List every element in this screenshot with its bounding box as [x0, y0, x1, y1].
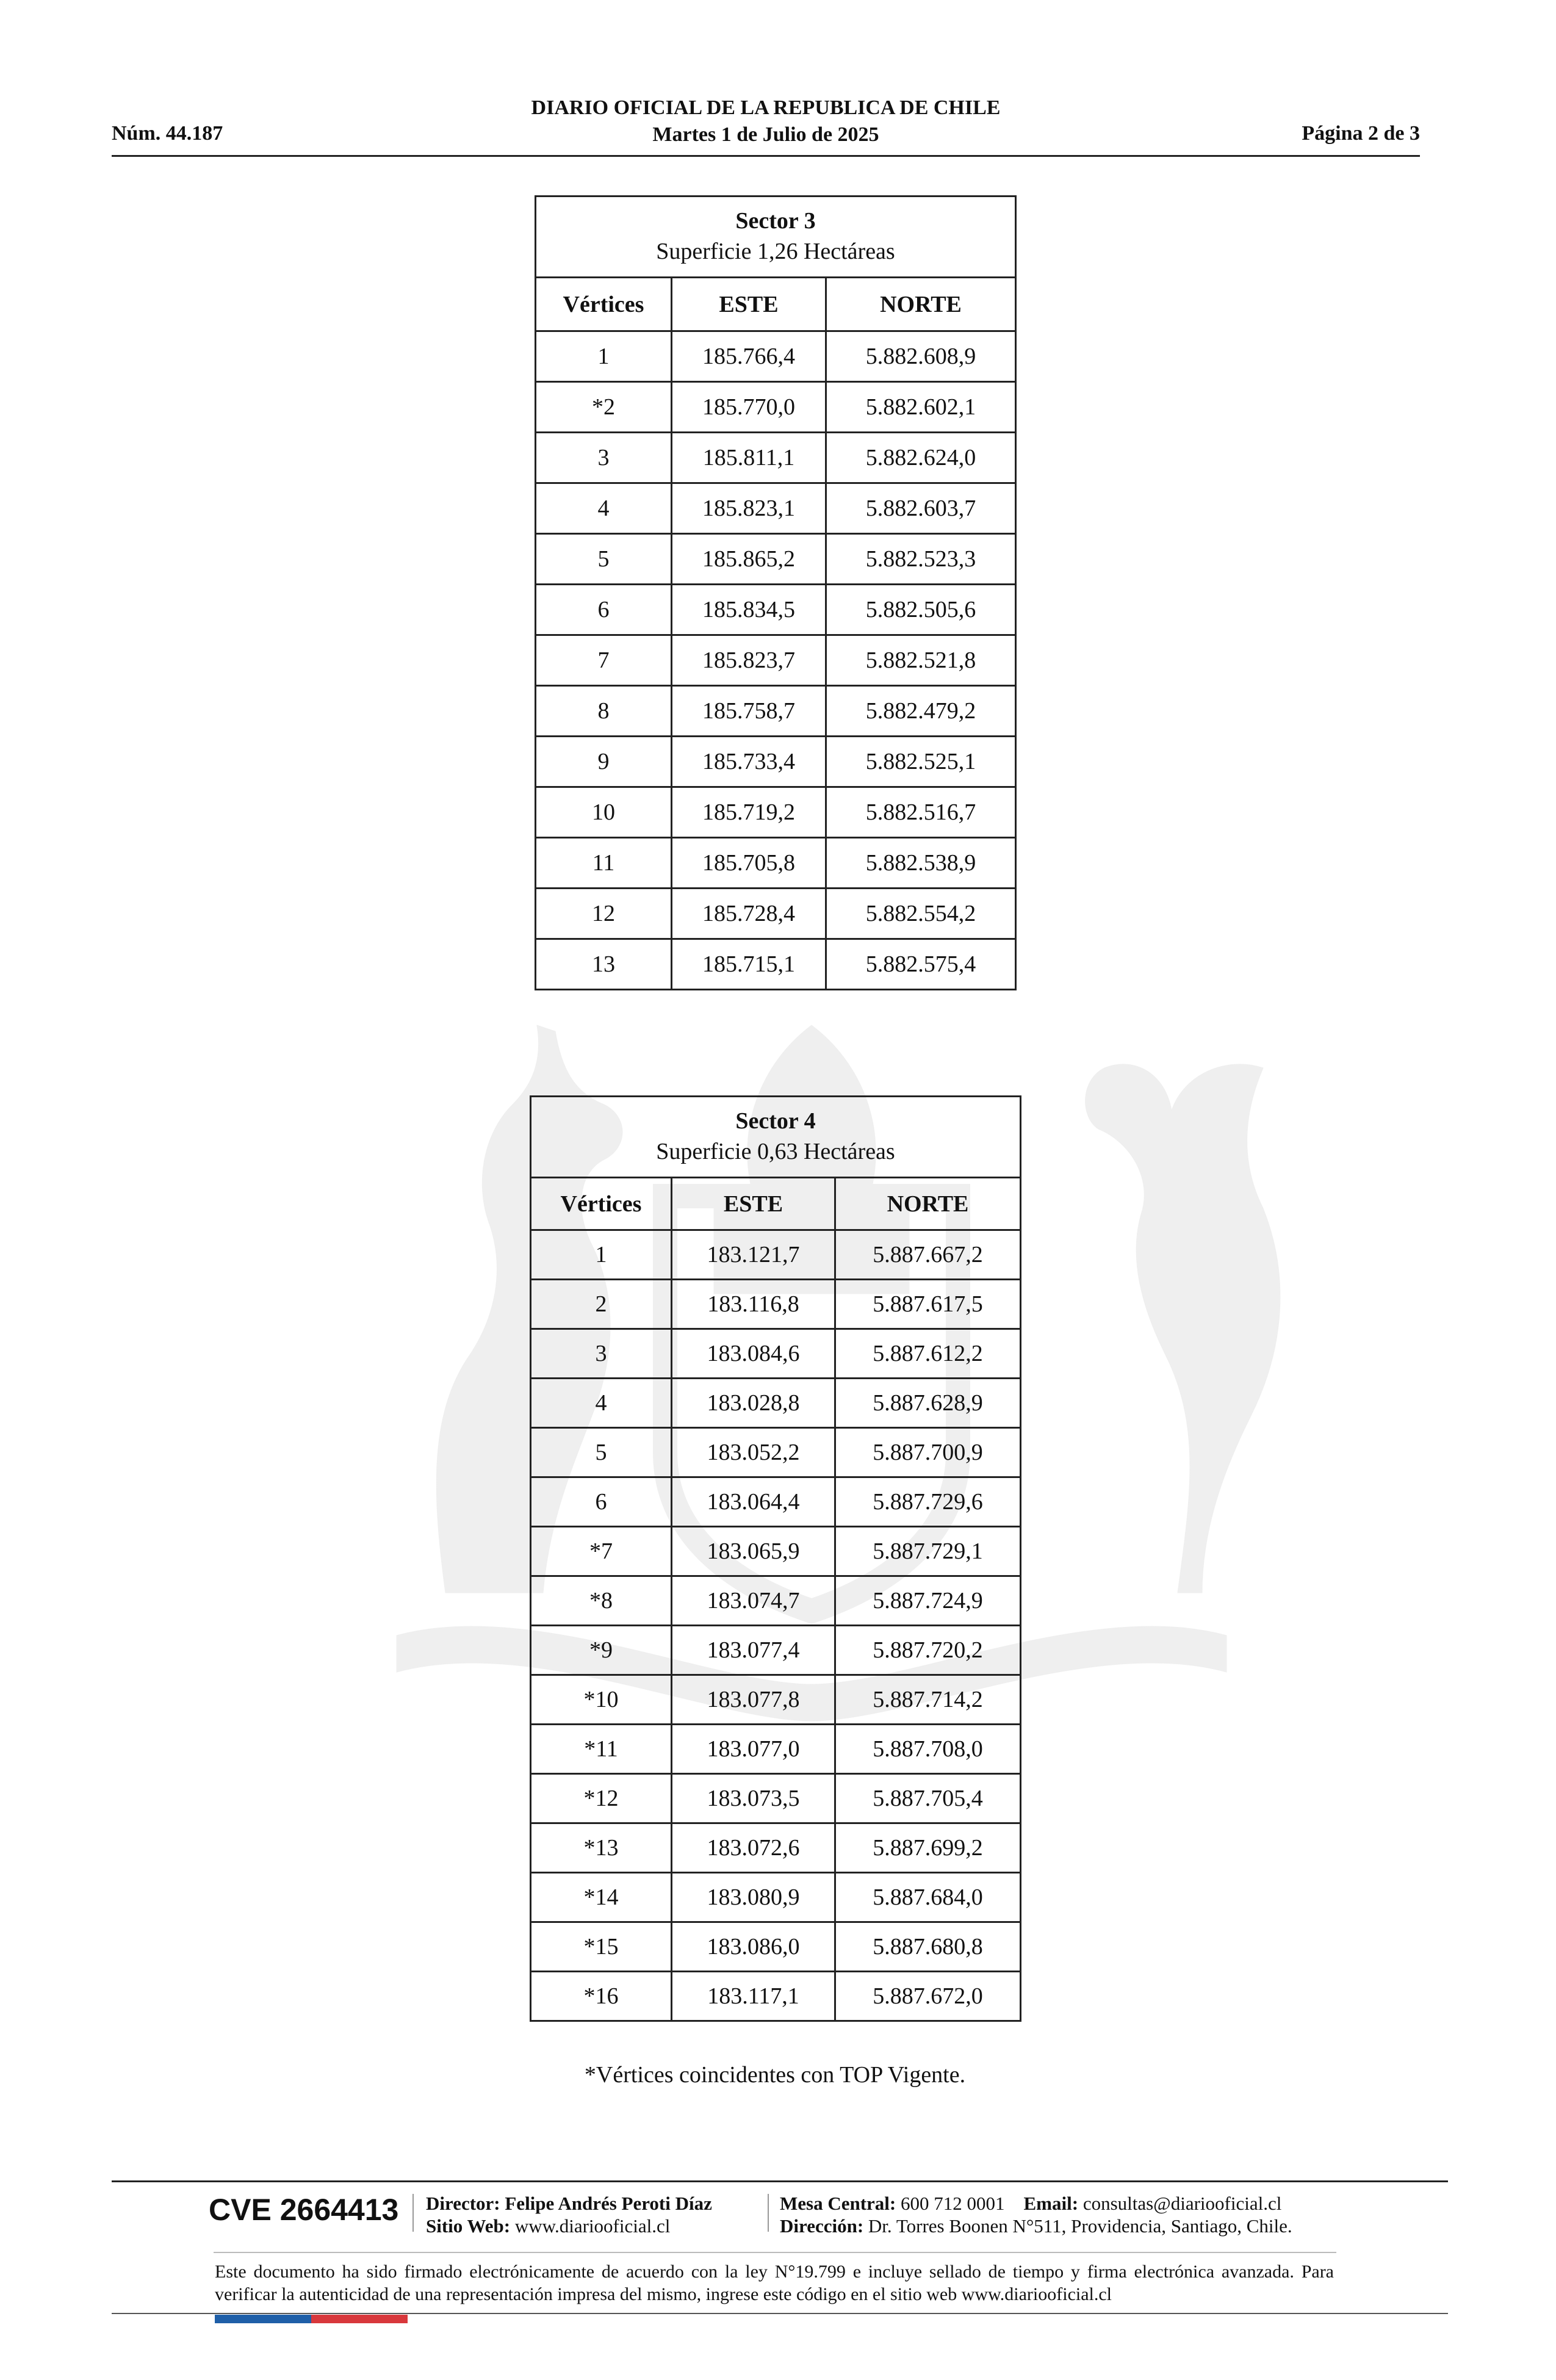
email-link[interactable]: consultas@diariooficial.cl — [1082, 2193, 1282, 2214]
table-row — [536, 737, 1016, 787]
norte-cell: 5.882.554,2 — [826, 889, 1016, 939]
vertex-cell: *11 — [531, 1725, 672, 1774]
table-row — [536, 939, 1016, 990]
este-cell: 183.080,9 — [672, 1873, 835, 1922]
norte-cell: 5.882.602,1 — [826, 382, 1016, 433]
vertex-cell: *14 — [531, 1873, 672, 1922]
vertex-cell: *7 — [531, 1527, 672, 1576]
table-row — [531, 1823, 1021, 1873]
table-row — [536, 838, 1016, 889]
table-row — [531, 1922, 1021, 1972]
vertex-cell: *9 — [531, 1626, 672, 1675]
norte-cell: 5.887.714,2 — [835, 1675, 1021, 1725]
director-label: Director: — [426, 2193, 500, 2214]
este-cell: 185.766,4 — [672, 331, 826, 382]
vertex-cell: *8 — [531, 1576, 672, 1626]
table-row — [531, 1329, 1021, 1379]
table-row — [531, 1725, 1021, 1774]
norte-cell: 5.882.505,6 — [826, 585, 1016, 635]
table-row — [531, 1774, 1021, 1823]
norte-cell: 5.882.624,0 — [826, 433, 1016, 483]
column-header-este: ESTE — [672, 1178, 835, 1230]
table-row — [531, 1972, 1021, 2021]
norte-cell: 5.887.700,9 — [835, 1428, 1021, 1477]
norte-cell: 5.887.612,2 — [835, 1329, 1021, 1379]
table-row — [531, 1477, 1021, 1527]
norte-cell: 5.882.525,1 — [826, 737, 1016, 787]
flag-stripe-red — [311, 2315, 408, 2323]
este-cell: 185.823,7 — [672, 635, 826, 686]
este-cell: 183.064,4 — [672, 1477, 835, 1527]
column-header-norte: NORTE — [835, 1178, 1021, 1230]
sector-title: Sector 3 — [735, 208, 816, 234]
site-link[interactable]: www.diariooficial.cl — [514, 2215, 671, 2237]
column-header-vertices: Vértices — [531, 1178, 672, 1230]
footnote: *Vértices coincidentes con TOP Vigente. — [584, 2062, 966, 2088]
este-cell: 183.073,5 — [672, 1774, 835, 1823]
este-cell: 185.811,1 — [672, 433, 826, 483]
vertex-cell: *12 — [531, 1774, 672, 1823]
norte-cell: 5.887.667,2 — [835, 1230, 1021, 1280]
vertex-cell: *16 — [531, 1972, 672, 2021]
table-row — [536, 433, 1016, 483]
norte-cell: 5.882.575,4 — [826, 939, 1016, 990]
vertex-cell: 6 — [536, 585, 672, 635]
norte-cell: 5.887.699,2 — [835, 1823, 1021, 1873]
vertex-cell: *13 — [531, 1823, 672, 1873]
legal-notice: Este documento ha sido firmado electrónicamente de acuerdo con la ley N°19.799 e incluye sellado de tiempo y firma electrónica avanzada. Para verificar la autenticidad de una representación impresa del mismo, ingrese este código en el sitio web www.diariooficial.cl — [215, 2262, 1334, 2304]
footer-contact-block — [780, 2192, 1292, 2237]
sector-caption — [536, 197, 1016, 278]
vertex-cell: 4 — [536, 483, 672, 534]
masthead-title: DIARIO OFICIAL DE LA REPUBLICA DE CHILE — [531, 96, 1001, 119]
sector-4-table — [530, 1095, 1021, 2022]
flag-stripe-blue — [215, 2315, 311, 2323]
norte-cell: 5.882.516,7 — [826, 787, 1016, 838]
table-row — [531, 1379, 1021, 1428]
table-row — [536, 787, 1016, 838]
vertex-cell: 2 — [531, 1280, 672, 1329]
footer-separator — [768, 2194, 769, 2232]
sector-3-table — [535, 195, 1017, 990]
table-row — [531, 1280, 1021, 1329]
vertex-cell: *15 — [531, 1922, 672, 1972]
table-row — [536, 382, 1016, 433]
norte-cell: 5.882.603,7 — [826, 483, 1016, 534]
este-cell: 183.121,7 — [672, 1230, 835, 1280]
table-row — [531, 1576, 1021, 1626]
este-cell: 185.834,5 — [672, 585, 826, 635]
norte-cell: 5.887.708,0 — [835, 1725, 1021, 1774]
este-cell: 183.086,0 — [672, 1922, 835, 1972]
este-cell: 185.758,7 — [672, 686, 826, 737]
vertex-cell: 12 — [536, 889, 672, 939]
vertex-cell: 6 — [531, 1477, 672, 1527]
este-cell: 183.072,6 — [672, 1823, 835, 1873]
table-row — [536, 889, 1016, 939]
vertex-cell: 9 — [536, 737, 672, 787]
norte-cell: 5.882.479,2 — [826, 686, 1016, 737]
address-label: Dirección: — [780, 2215, 864, 2237]
vertex-cell: *10 — [531, 1675, 672, 1725]
table-row — [531, 1428, 1021, 1477]
norte-cell: 5.887.729,1 — [835, 1527, 1021, 1576]
norte-cell: 5.882.521,8 — [826, 635, 1016, 686]
table-row — [536, 483, 1016, 534]
este-cell: 185.705,8 — [672, 838, 826, 889]
vertex-cell: 5 — [536, 534, 672, 585]
table-row — [536, 585, 1016, 635]
este-cell: 183.077,0 — [672, 1725, 835, 1774]
sector-surface: Superficie 0,63 Hectáreas — [656, 1139, 895, 1164]
site-label: Sitio Web: — [426, 2215, 511, 2237]
phone-number: 600 712 0001 — [901, 2193, 1005, 2214]
norte-cell: 5.887.729,6 — [835, 1477, 1021, 1527]
director-name: Felipe Andrés Peroti Díaz — [505, 2193, 712, 2214]
este-cell: 185.733,4 — [672, 737, 826, 787]
table-row — [531, 1626, 1021, 1675]
table-row — [536, 331, 1016, 382]
este-cell: 183.052,2 — [672, 1428, 835, 1477]
vertex-cell: 11 — [536, 838, 672, 889]
sector-title: Sector 4 — [735, 1108, 816, 1134]
vertex-cell: *2 — [536, 382, 672, 433]
cve-code: CVE 2664413 — [209, 2193, 399, 2227]
este-cell: 183.077,4 — [672, 1626, 835, 1675]
norte-cell: 5.882.608,9 — [826, 331, 1016, 382]
norte-cell: 5.882.538,9 — [826, 838, 1016, 889]
sector-caption — [531, 1097, 1021, 1178]
table-row — [531, 1527, 1021, 1576]
este-cell: 185.715,1 — [672, 939, 826, 990]
vertex-cell: 13 — [536, 939, 672, 990]
vertex-cell: 1 — [536, 331, 672, 382]
table-row — [531, 1873, 1021, 1922]
vertex-cell: 3 — [536, 433, 672, 483]
table-row — [536, 686, 1016, 737]
address: Dr. Torres Boonen N°511, Providencia, Santiago, Chile. — [868, 2215, 1292, 2237]
norte-cell: 5.887.724,9 — [835, 1576, 1021, 1626]
vertex-cell: 8 — [536, 686, 672, 737]
phone-label: Mesa Central: — [780, 2193, 896, 2214]
email-label: Email: — [1023, 2193, 1079, 2214]
header-divider — [112, 155, 1420, 157]
este-cell: 183.028,8 — [672, 1379, 835, 1428]
page-indicator: Página 2 de 3 — [1302, 122, 1420, 145]
este-cell: 185.728,4 — [672, 889, 826, 939]
sector-surface: Superficie 1,26 Hectáreas — [656, 239, 895, 264]
norte-cell: 5.887.680,8 — [835, 1922, 1021, 1972]
table-row — [531, 1675, 1021, 1725]
este-cell: 185.823,1 — [672, 483, 826, 534]
vertex-cell: 1 — [531, 1230, 672, 1280]
norte-cell: 5.882.523,3 — [826, 534, 1016, 585]
este-cell: 185.719,2 — [672, 787, 826, 838]
norte-cell: 5.887.705,4 — [835, 1774, 1021, 1823]
este-cell: 183.117,1 — [672, 1972, 835, 2021]
footer-separator — [412, 2194, 414, 2232]
issue-number: Núm. 44.187 — [112, 122, 223, 145]
este-cell: 183.065,9 — [672, 1527, 835, 1576]
norte-cell: 5.887.617,5 — [835, 1280, 1021, 1329]
column-header-este: ESTE — [672, 278, 826, 331]
footer-inner-divider — [214, 2252, 1336, 2253]
este-cell: 183.074,7 — [672, 1576, 835, 1626]
footer-director-block — [426, 2192, 712, 2237]
vertex-cell: 7 — [536, 635, 672, 686]
este-cell: 185.865,2 — [672, 534, 826, 585]
norte-cell: 5.887.684,0 — [835, 1873, 1021, 1922]
este-cell: 185.770,0 — [672, 382, 826, 433]
vertex-cell: 3 — [531, 1329, 672, 1379]
column-header-norte: NORTE — [826, 278, 1016, 331]
footer-divider — [112, 2180, 1448, 2182]
este-cell: 183.116,8 — [672, 1280, 835, 1329]
column-header-vertices: Vértices — [536, 278, 672, 331]
vertex-cell: 4 — [531, 1379, 672, 1428]
table-row — [536, 534, 1016, 585]
norte-cell: 5.887.628,9 — [835, 1379, 1021, 1428]
norte-cell: 5.887.672,0 — [835, 1972, 1021, 2021]
masthead-date: Martes 1 de Julio de 2025 — [652, 123, 879, 146]
vertex-cell: 10 — [536, 787, 672, 838]
norte-cell: 5.887.720,2 — [835, 1626, 1021, 1675]
table-row — [536, 635, 1016, 686]
table-row — [531, 1230, 1021, 1280]
vertex-cell: 5 — [531, 1428, 672, 1477]
este-cell: 183.084,6 — [672, 1329, 835, 1379]
footer-bottom-divider — [112, 2313, 1448, 2314]
este-cell: 183.077,8 — [672, 1675, 835, 1725]
